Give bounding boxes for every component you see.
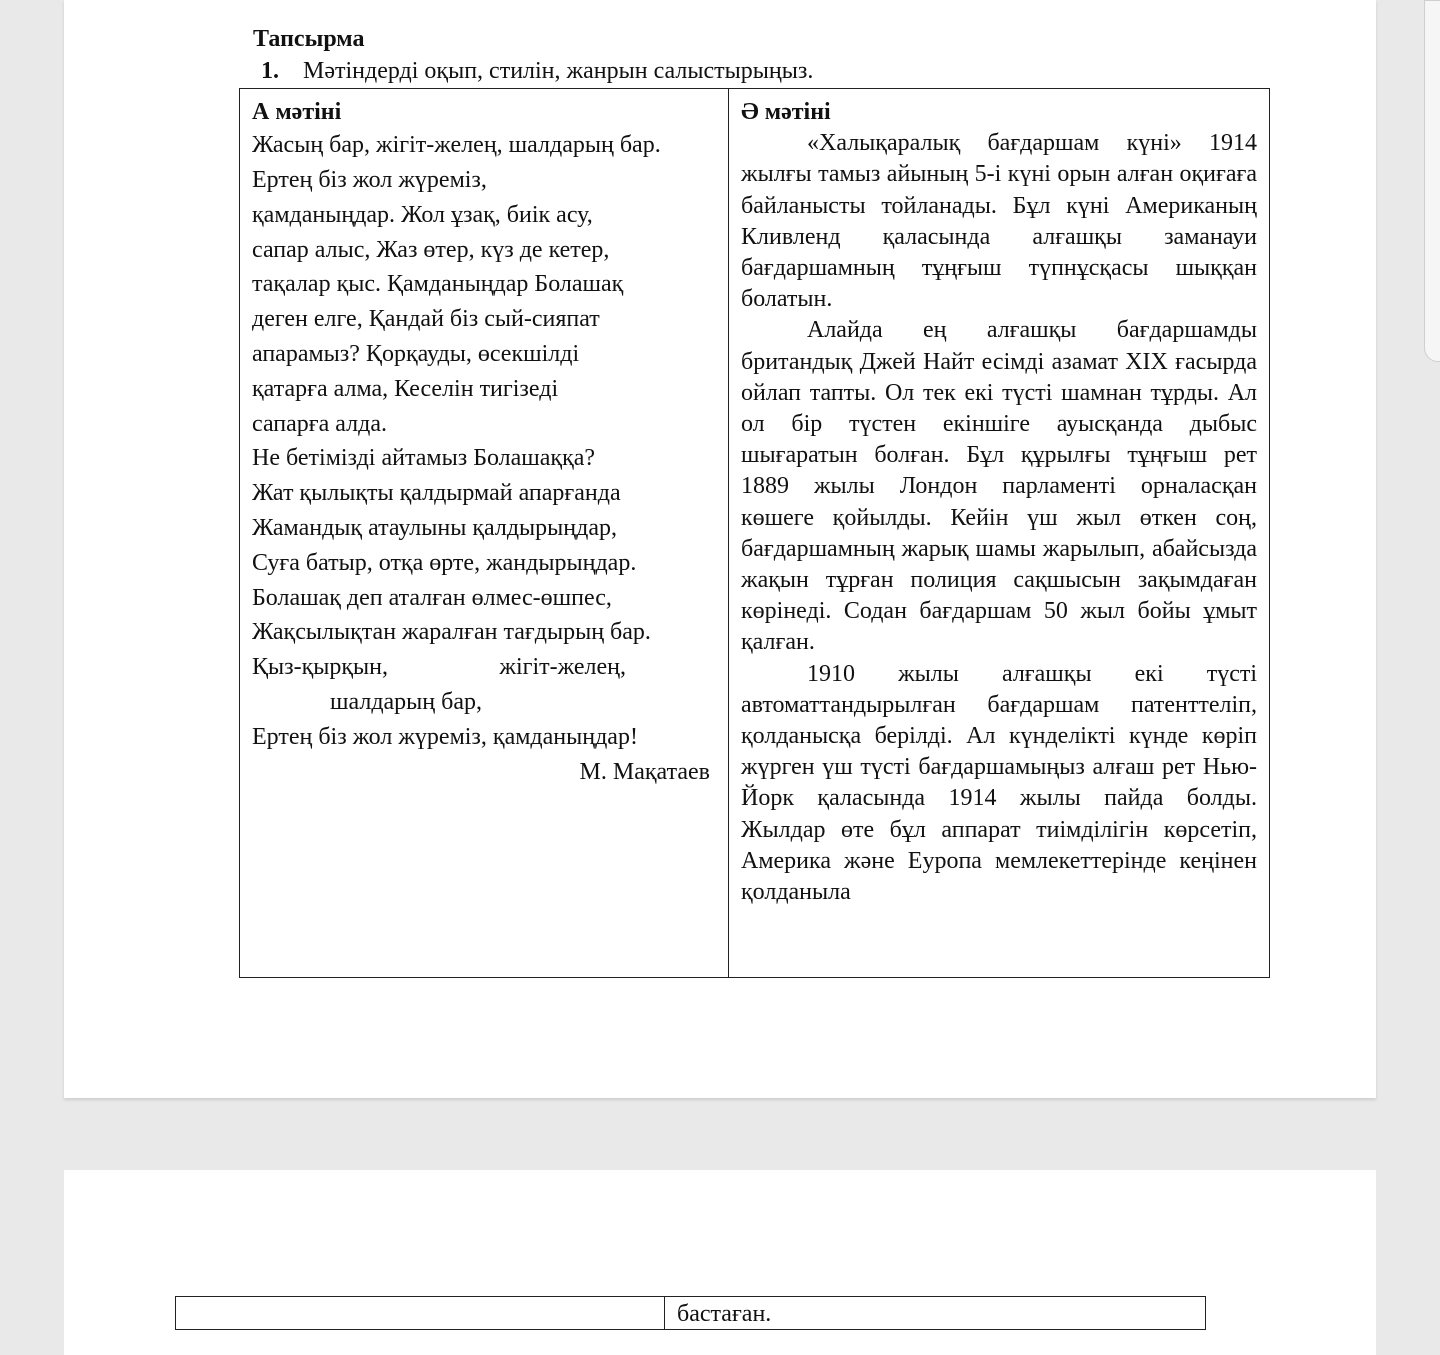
scrollbar-thumb[interactable] — [1424, 0, 1440, 362]
poem-line: апарамыз? Қорқауды, өсекшілді — [252, 340, 580, 367]
poem-line: Жақсылықтан жаралған тағдырың бар. — [252, 619, 651, 646]
text-b-cell — [729, 89, 1270, 978]
poem-lines — [252, 128, 716, 650]
poem-line: Суға батыр, отқа өрте, жандырыңдар. — [252, 549, 637, 576]
texts-comparison-table-continued — [175, 1296, 1206, 1330]
text-b-paragraph-2: Алайда ең алғашқы бағдаршамды британдық Джей Найт есімді азамат XIX ғасырда ойлап тапты. Ол тек екі түсті шамнан тұрды. Ал ол бір түстен екіншіге ауысқанда дыбыс шығаратын болған. Бұл құрылғы тұңғыш рет 1889 жылы Лондон парламенті орналасқан көшеге қойылды. Кейін үш жыл өткен соң, бағдаршамның жарық шамы жарылып, абайсызда жақын тұрған полиция сақшысын зақымдаған көрінеді. Содан бағдаршам 50 жыл бойы ұмыт қалған. — [741, 317, 1257, 656]
poem-line: қатарға алма, Кеселін тигізеді — [252, 375, 559, 402]
poem-line: қамданыңдар. Жол ұзақ, биік асу, — [252, 201, 593, 228]
poem-line: Болашақ деп аталған өлмес-өшпес, — [252, 584, 612, 611]
task-instruction — [261, 56, 813, 86]
task-heading: Тапсырма — [253, 26, 365, 52]
task-instruction-text: Мәтіндерді оқып, стилін, жанрын салыстырыңыз. — [303, 58, 814, 84]
poem-split-right: жігіт-желең, — [499, 654, 626, 681]
poem-author: М. Мақатаев — [579, 758, 710, 785]
poem-line-last: Ертең біз жол жүреміз, қамданыңдар! — [252, 723, 638, 750]
poem-line: Жамандық атаулыны қалдырыңдар, — [252, 514, 618, 541]
texts-comparison-table — [239, 88, 1270, 978]
text-a-cell — [240, 89, 729, 978]
document-page-1 — [64, 0, 1376, 1098]
text-b-paragraph-1: «Халықаралық бағдаршам күні» 1914 жылғы тамыз айының 5-і күні орын алған оқиғаға байланысты тойланады. Бұл күні Американың Кливленд қаласында алғашқы заманауи бағдаршамның тұңғыш түпнұсқасы шыққан болатын. — [741, 130, 1257, 313]
poem-line: сапарға алда. — [252, 410, 387, 437]
poem-line: Жат қылықты қалдырмай апарғанда — [252, 480, 621, 507]
poem-line: деген елге, Қандай біз сый-сияпат — [252, 306, 600, 333]
text-b-cell-continued: бастаған. — [665, 1297, 1206, 1330]
poem-line: сапар алыс, Жаз өтер, күз де кетер, — [252, 236, 610, 263]
poem-line: Жасың бар, жігіт-желең, шалдарың бар. — [252, 132, 661, 159]
text-b-paragraph-3: 1910 жылы алғашқы екі түсті автоматтандырылған бағдаршам патенттеліп, қолданысқа берілді. Ал күнделікті күнде көріп жүрген үш түсті бағдаршамыңыз алғаш рет Нью-Йорк қаласында 1914 жылы пайда болды. Жылдар өте бұл аппарат тиімділігін көрсетіп, Америка және Еуропа мемлекеттерінде кеңінен қолданыла — [741, 660, 1257, 906]
poem-line: тақалар қыс. Қамданыңдар Болашақ — [252, 271, 624, 298]
text-a-cell-continued — [176, 1297, 665, 1330]
poem-line-indented: шалдарың бар, — [330, 688, 483, 715]
text-b-title: Ә мәтіні — [741, 99, 831, 125]
task-number: 1. — [261, 58, 279, 84]
poem-line: Ертең біз жол жүреміз, — [252, 167, 487, 193]
poem-line-split — [252, 650, 626, 685]
poem-split-left: Қыз-қырқын, — [252, 654, 389, 681]
text-a-title: А мәтіні — [252, 99, 342, 125]
poem-line: Не бетімізді айтамыз Болашаққа? — [252, 445, 596, 472]
